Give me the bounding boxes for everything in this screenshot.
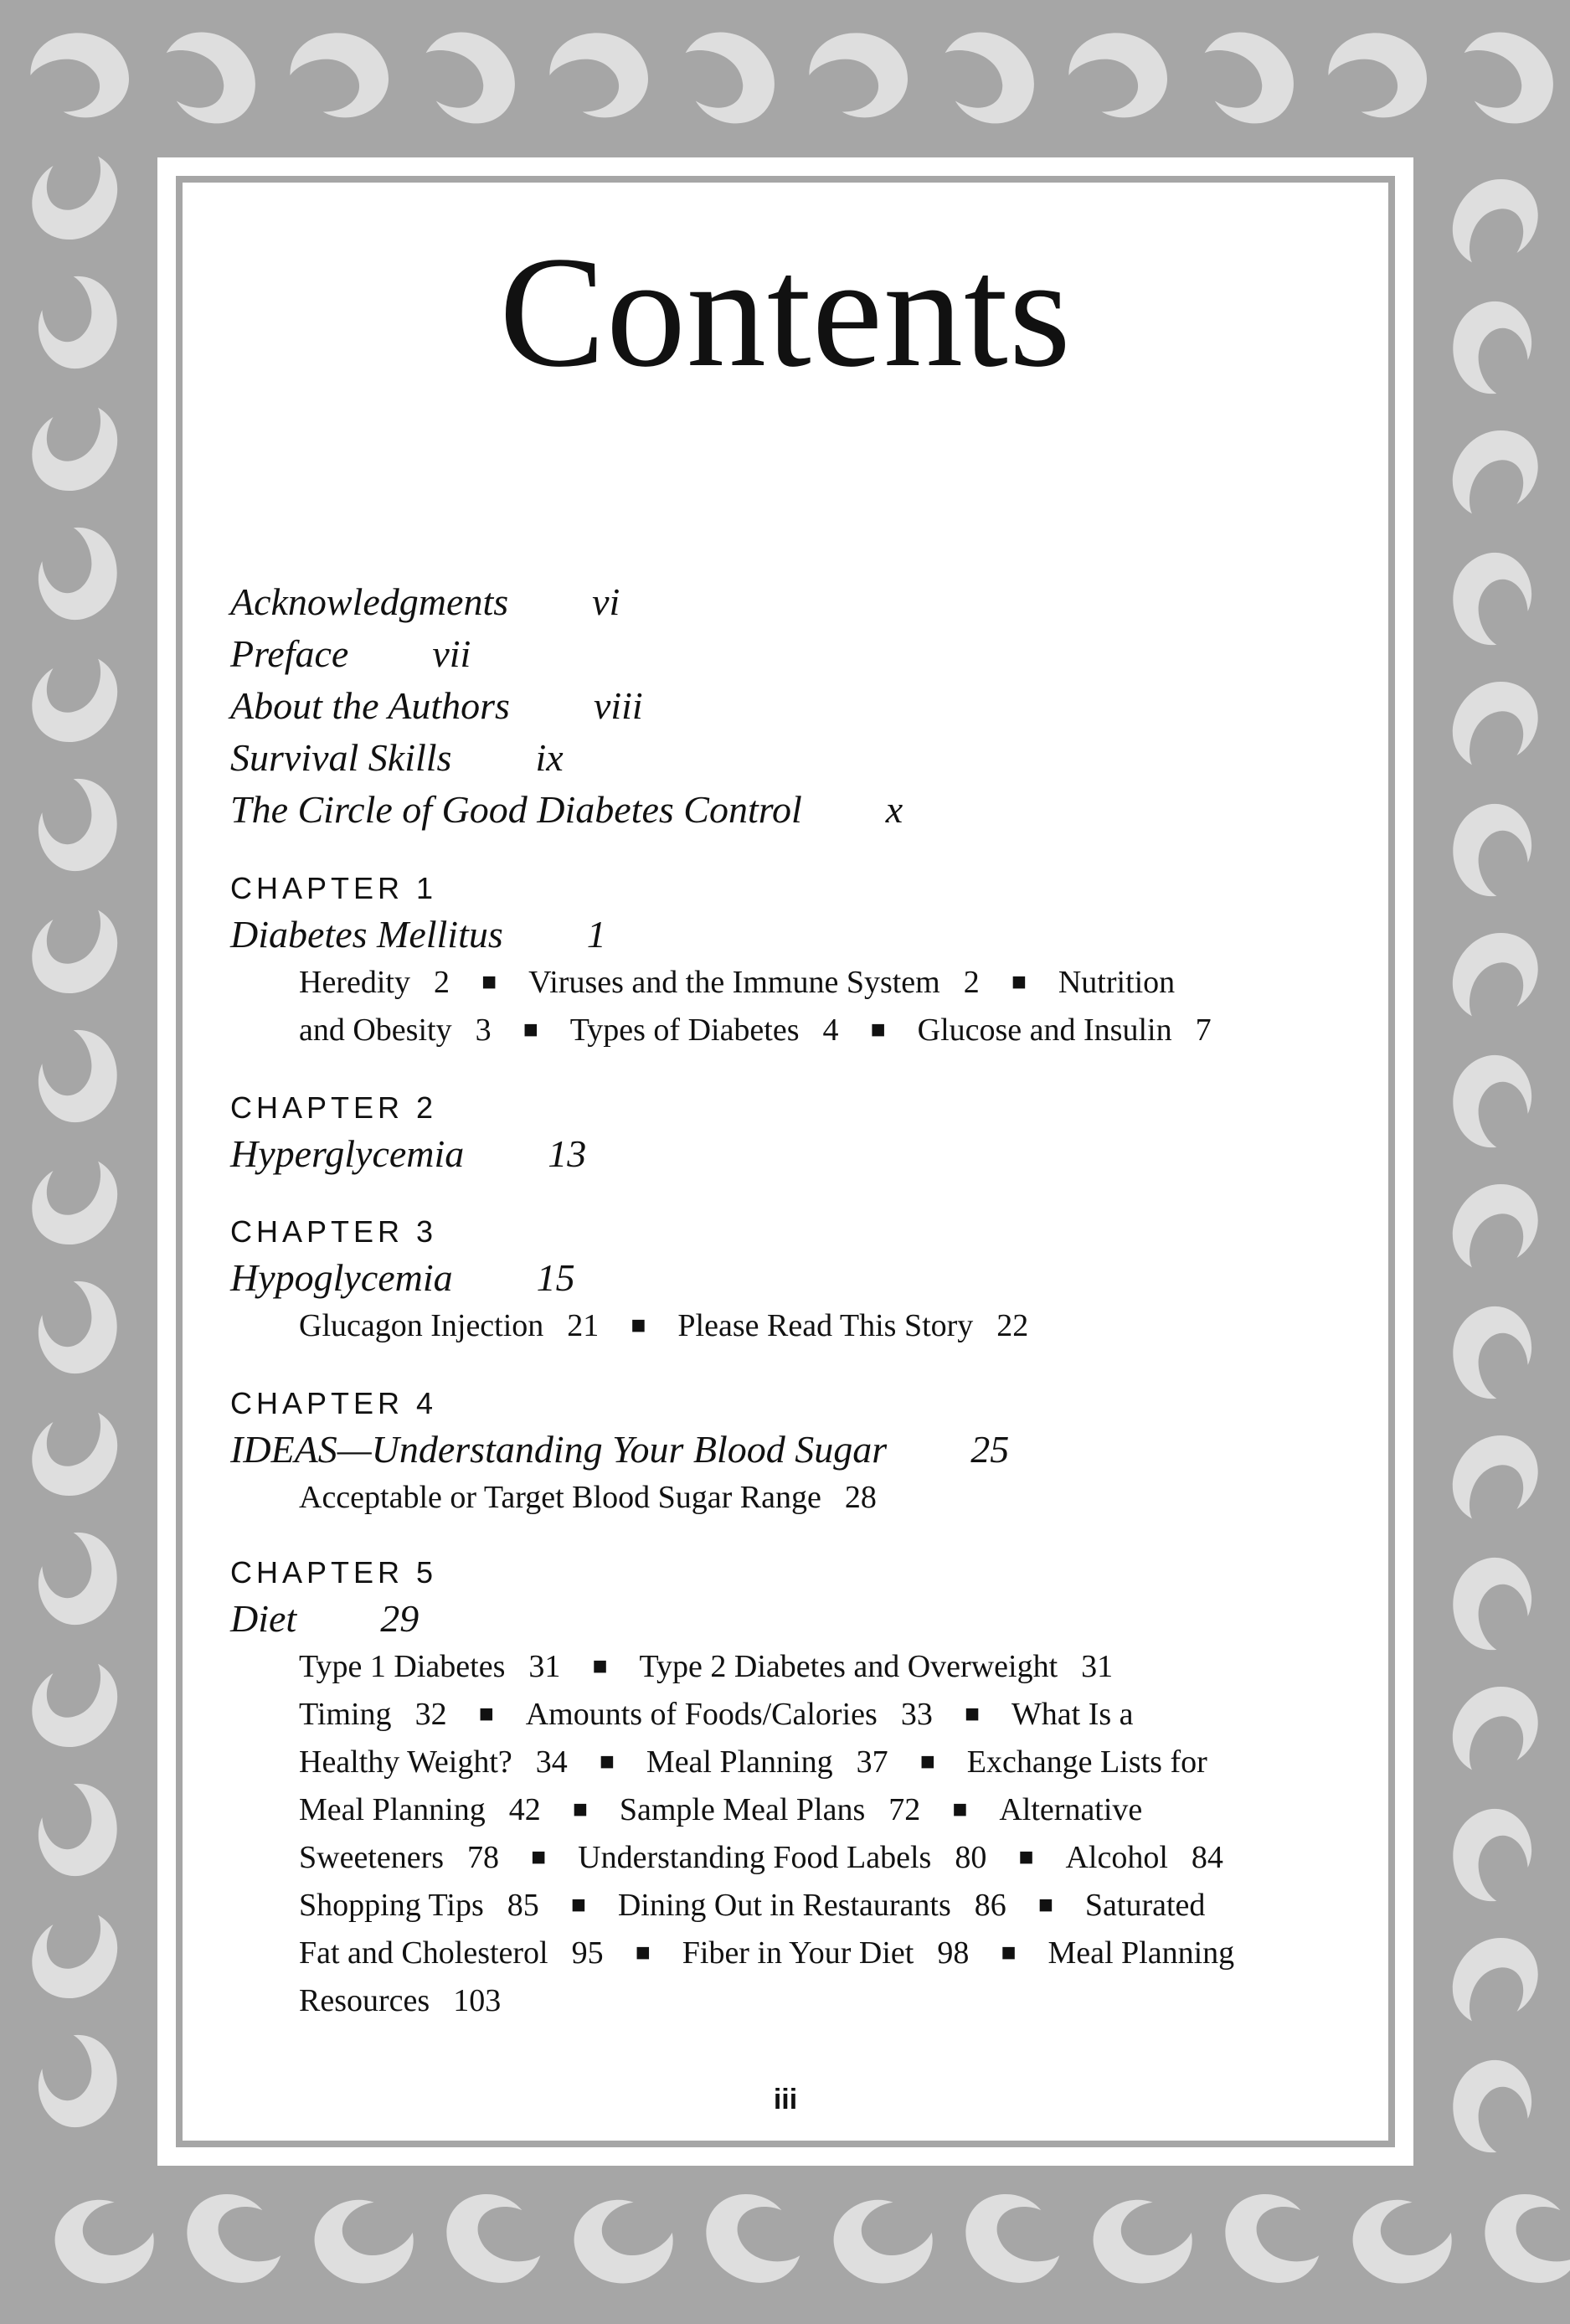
- ornament-flourish: [439, 2187, 549, 2290]
- toc-entry-page: vi: [592, 580, 620, 623]
- topic-title: Please Read This Story: [677, 1308, 974, 1343]
- ornament-flourish: [408, 21, 528, 135]
- topic-entry: [299, 1697, 447, 1732]
- topic-entry: [918, 1013, 1212, 1048]
- topic-title: and Obesity: [299, 1013, 452, 1048]
- topic-title: Understanding Food Labels: [578, 1840, 932, 1875]
- table-of-contents: [230, 576, 1352, 2023]
- topic-line: [299, 960, 1352, 1007]
- topic-page: 86: [974, 1888, 1006, 1923]
- ornament-flourish: [284, 24, 394, 126]
- ornament-flourish: [22, 1899, 129, 2012]
- topic-title: Meal Planning: [299, 1792, 486, 1827]
- topic-entry: [299, 1935, 604, 1971]
- chapter-block: [230, 1383, 1352, 1520]
- chapter-block: [230, 868, 1352, 1055]
- toc-entry-page: vii: [432, 632, 471, 675]
- ornament-flourish: [1442, 417, 1549, 530]
- topic-entry: [299, 1480, 877, 1515]
- ornament-flourish: [148, 21, 269, 135]
- chapter-block: [230, 1211, 1352, 1351]
- ornament-flourish: [1442, 1422, 1549, 1535]
- topic-entry: [677, 1308, 1028, 1343]
- topic-list: [299, 1475, 1352, 1520]
- toc-entry-page: ix: [535, 736, 564, 779]
- topic-entry: [1011, 1697, 1134, 1732]
- ornament-flourish: [27, 268, 128, 376]
- ornament-flourish: [1442, 1801, 1543, 1909]
- toc-entry: [230, 680, 1352, 732]
- toc-entry-title: The Circle of Good Diabetes Control: [230, 788, 802, 831]
- chapter-block: [230, 1087, 1352, 1179]
- topic-page: 84: [1191, 1840, 1223, 1875]
- ornament-flourish: [27, 2027, 128, 2135]
- ornament-flourish: [564, 2184, 684, 2298]
- ornament-flourish: [44, 2184, 165, 2298]
- topic-title: Nutrition: [1058, 965, 1176, 1000]
- topic-page: 80: [955, 1840, 987, 1875]
- topic-entry: [620, 1792, 920, 1827]
- ornament-flourish: [1442, 2052, 1543, 2160]
- ornament-flourish: [1217, 2187, 1328, 2290]
- bullet-separator: ■: [592, 1652, 608, 1680]
- chapter-page: 13: [548, 1132, 587, 1175]
- topic-title: Fiber in Your Diet: [682, 1935, 914, 1971]
- ornament-flourish: [27, 1775, 128, 1883]
- ornament-flourish: [698, 2187, 809, 2290]
- ornament-flourish: [24, 24, 135, 126]
- chapter-title-text: Hypoglycemia: [230, 1256, 453, 1299]
- topic-title: Type 1 Diabetes: [299, 1649, 506, 1684]
- topic-page: 32: [414, 1697, 447, 1732]
- chapter-title: [230, 1594, 1352, 1644]
- bullet-separator: ■: [964, 1700, 980, 1728]
- page-number: iii: [773, 2084, 798, 2115]
- bullet-separator: ■: [478, 1700, 494, 1728]
- chapter-title-text: Hyperglycemia: [230, 1132, 465, 1175]
- topic-list: [299, 1644, 1352, 2023]
- topic-entry: [299, 1013, 492, 1048]
- topic-page: 28: [844, 1480, 877, 1515]
- page-title: Contents: [499, 224, 1072, 400]
- topic-page: 3: [475, 1013, 492, 1048]
- bullet-separator: ■: [1011, 968, 1027, 996]
- topic-line: [299, 1303, 1352, 1351]
- chapter-page: 1: [586, 913, 606, 956]
- topic-title: Sample Meal Plans: [619, 1792, 866, 1827]
- toc-entry: [230, 784, 1352, 836]
- ornament-flourish: [179, 2187, 290, 2290]
- ornament-flourish: [1442, 293, 1543, 401]
- topic-entry: [299, 1308, 599, 1343]
- ornament-flourish: [1442, 166, 1549, 279]
- bullet-separator: ■: [522, 1016, 538, 1043]
- topic-page: 85: [507, 1888, 539, 1923]
- topic-line: [299, 1007, 1352, 1055]
- topic-line: [299, 1692, 1352, 1739]
- chapter-label: CHAPTER 3: [230, 1214, 438, 1249]
- toc-entry: [230, 628, 1352, 680]
- toc-entry: [230, 732, 1352, 784]
- ornament-flourish: [304, 2184, 425, 2298]
- topic-entry: [299, 1840, 499, 1875]
- topic-page: 2: [963, 965, 980, 1000]
- topic-entry: [967, 1744, 1207, 1780]
- chapter-label: CHAPTER 4: [230, 1386, 438, 1420]
- topic-line: [299, 1739, 1352, 1787]
- topic-page: 22: [996, 1308, 1029, 1343]
- topic-page: 33: [900, 1697, 933, 1732]
- toc-entry-title: Survival Skills: [230, 736, 452, 779]
- topic-title: Meal Planning: [646, 1744, 833, 1780]
- topic-page: 72: [888, 1792, 921, 1827]
- ornament-flourish: [1442, 920, 1549, 1033]
- topic-title: Types of Diabetes: [569, 1013, 800, 1048]
- topic-entry: [526, 1697, 933, 1732]
- topic-entry: [682, 1935, 970, 1971]
- topic-entry: [1058, 965, 1175, 1000]
- ornament-flourish: [22, 391, 129, 504]
- topic-entry: [299, 1888, 539, 1923]
- toc-entry-title: About the Authors: [230, 684, 510, 727]
- ornament-flourish: [1442, 1171, 1549, 1284]
- ornament-flourish: [803, 24, 914, 126]
- topic-line: [299, 1787, 1352, 1835]
- chapter-title: [230, 1253, 1352, 1303]
- toc-entry-title: Acknowledgments: [230, 580, 509, 623]
- topic-page: 34: [535, 1744, 568, 1780]
- topic-page: 31: [528, 1649, 561, 1684]
- topic-entry: [640, 1649, 1114, 1684]
- ornament-flourish: [1477, 2187, 1570, 2290]
- bullet-separator: ■: [870, 1016, 886, 1043]
- topic-title: Heredity: [299, 965, 410, 1000]
- topic-page: 78: [467, 1840, 500, 1875]
- ornament-flourish: [927, 21, 1048, 135]
- topic-title: Meal Planning: [1048, 1935, 1235, 1971]
- topic-line: [299, 1644, 1352, 1692]
- topic-title: Healthy Weight?: [299, 1744, 512, 1780]
- ornament-flourish: [27, 1273, 128, 1381]
- topic-line: [299, 1475, 1352, 1520]
- ornament-flourish: [1063, 24, 1173, 126]
- topic-entry: [1048, 1935, 1234, 1971]
- bullet-separator: ■: [919, 1748, 935, 1775]
- toc-entry-page: viii: [593, 684, 643, 727]
- topic-page: 31: [1081, 1649, 1114, 1684]
- topic-entry: [646, 1744, 888, 1780]
- topic-entry: [299, 1744, 568, 1780]
- topic-title: Dining Out in Restaurants: [617, 1888, 951, 1923]
- topic-entry: [299, 1983, 501, 2018]
- ornament-flourish: [1187, 21, 1307, 135]
- topic-page: 103: [453, 1983, 502, 2018]
- topic-entry: [1065, 1840, 1223, 1875]
- bullet-separator: ■: [572, 1796, 588, 1823]
- bullet-separator: ■: [631, 1311, 646, 1339]
- ornament-flourish: [1442, 668, 1549, 781]
- topic-title: Alternative: [999, 1792, 1143, 1827]
- topic-title: Glucagon Injection: [299, 1308, 544, 1343]
- bullet-separator: ■: [599, 1748, 615, 1775]
- ornament-flourish: [1083, 2184, 1203, 2298]
- bullet-separator: ■: [570, 1891, 586, 1919]
- topic-entry: [618, 1888, 1006, 1923]
- ornament-flourish: [667, 21, 788, 135]
- topic-title: Amounts of Foods/Calories: [525, 1697, 878, 1732]
- ornament-flourish: [27, 770, 128, 879]
- topic-entry: [1085, 1888, 1206, 1923]
- ornament-flourish: [543, 24, 654, 126]
- topic-title: Type 2 Diabetes and Overweight: [639, 1649, 1058, 1684]
- bullet-separator: ■: [1001, 1939, 1017, 1966]
- chapter-label: CHAPTER 2: [230, 1090, 438, 1125]
- topic-entry: [570, 1013, 839, 1048]
- bullet-separator: ■: [481, 968, 497, 996]
- chapter-list: [230, 868, 1352, 2023]
- chapter-block: [230, 1552, 1352, 2023]
- ornament-flourish: [27, 1022, 128, 1130]
- topic-title: Sweeteners: [299, 1840, 445, 1875]
- toc-entry-page: x: [885, 788, 903, 831]
- ornament-flourish: [1322, 24, 1433, 126]
- topic-title: Alcohol: [1065, 1840, 1168, 1875]
- ornament-flourish: [1442, 544, 1543, 652]
- topic-title: Fat and Cholesterol: [299, 1935, 548, 1971]
- topic-entry: [999, 1792, 1142, 1827]
- bullet-separator: ■: [531, 1843, 547, 1871]
- chapter-page: 25: [970, 1428, 1010, 1471]
- bullet-separator: ■: [1037, 1891, 1053, 1919]
- chapter-page: 29: [380, 1597, 420, 1640]
- topic-page: 2: [433, 965, 450, 1000]
- chapter-page: 15: [536, 1256, 575, 1299]
- toc-entry-title: Preface: [230, 632, 349, 675]
- topic-title: Timing: [299, 1697, 392, 1732]
- topic-title: Shopping Tips: [299, 1888, 484, 1923]
- chapter-title: [230, 1129, 1352, 1179]
- bullet-separator: ■: [952, 1796, 968, 1823]
- topic-title: Acceptable or Target Blood Sugar Range: [299, 1480, 821, 1515]
- toc-entry: [230, 576, 1352, 628]
- chapter-label: CHAPTER 5: [230, 1555, 438, 1590]
- ornament-flourish: [1442, 1047, 1543, 1155]
- topic-page: 37: [856, 1744, 888, 1780]
- bullet-separator: ■: [635, 1939, 651, 1966]
- topic-page: 7: [1195, 1013, 1212, 1048]
- topic-title: Glucose and Insulin: [917, 1013, 1172, 1048]
- topic-line: [299, 1978, 1352, 2023]
- ornament-flourish: [823, 2184, 944, 2298]
- topic-entry: [578, 1840, 986, 1875]
- chapter-title: [230, 1425, 1352, 1475]
- ornament-flourish: [27, 519, 128, 627]
- topic-page: 21: [567, 1308, 600, 1343]
- ornament-flourish: [1442, 1549, 1543, 1657]
- ornament-flourish: [22, 642, 129, 755]
- topic-title: What Is a: [1011, 1697, 1134, 1732]
- topic-title: Resources: [299, 1983, 430, 2018]
- front-matter-list: [230, 576, 1352, 836]
- topic-list: [299, 1303, 1352, 1351]
- ornament-flourish: [958, 2187, 1068, 2290]
- ornament-flourish: [1342, 2184, 1463, 2298]
- topic-page: 4: [822, 1013, 839, 1048]
- topic-title: Saturated: [1084, 1888, 1206, 1923]
- ornament-flourish: [27, 1524, 128, 1632]
- ornament-flourish: [22, 140, 129, 253]
- topic-line: [299, 1835, 1352, 1883]
- ornament-flourish: [1442, 1673, 1549, 1786]
- ornament-flourish: [22, 1145, 129, 1258]
- topic-entry: [299, 1649, 560, 1684]
- content-panel: [157, 157, 1413, 2166]
- topic-entry: [528, 965, 980, 1000]
- ornament-flourish: [1446, 21, 1567, 135]
- topic-title: Viruses and the Immune System: [528, 965, 940, 1000]
- topic-line: [299, 1883, 1352, 1930]
- topic-title: Exchange Lists for: [966, 1744, 1207, 1780]
- ornament-flourish: [22, 894, 129, 1007]
- chapter-title-text: Diabetes Mellitus: [230, 913, 503, 956]
- ornament-flourish: [22, 1396, 129, 1509]
- chapter-label: CHAPTER 1: [230, 871, 438, 905]
- bullet-separator: ■: [1018, 1843, 1034, 1871]
- ornament-flourish: [1442, 1298, 1543, 1406]
- topic-page: 42: [508, 1792, 541, 1827]
- topic-page: 98: [937, 1935, 970, 1971]
- chapter-title-text: IDEAS—Understanding Your Blood Sugar: [230, 1428, 888, 1471]
- chapter-title-text: Diet: [230, 1597, 297, 1640]
- topic-entry: [299, 965, 450, 1000]
- topic-line: [299, 1930, 1352, 1978]
- topic-list: [299, 960, 1352, 1055]
- topic-page: 95: [571, 1935, 604, 1971]
- topic-entry: [299, 1792, 541, 1827]
- ornament-flourish: [22, 1647, 129, 1760]
- chapter-title: [230, 910, 1352, 960]
- ornament-flourish: [1442, 796, 1543, 904]
- ornament-flourish: [1442, 1925, 1549, 2038]
